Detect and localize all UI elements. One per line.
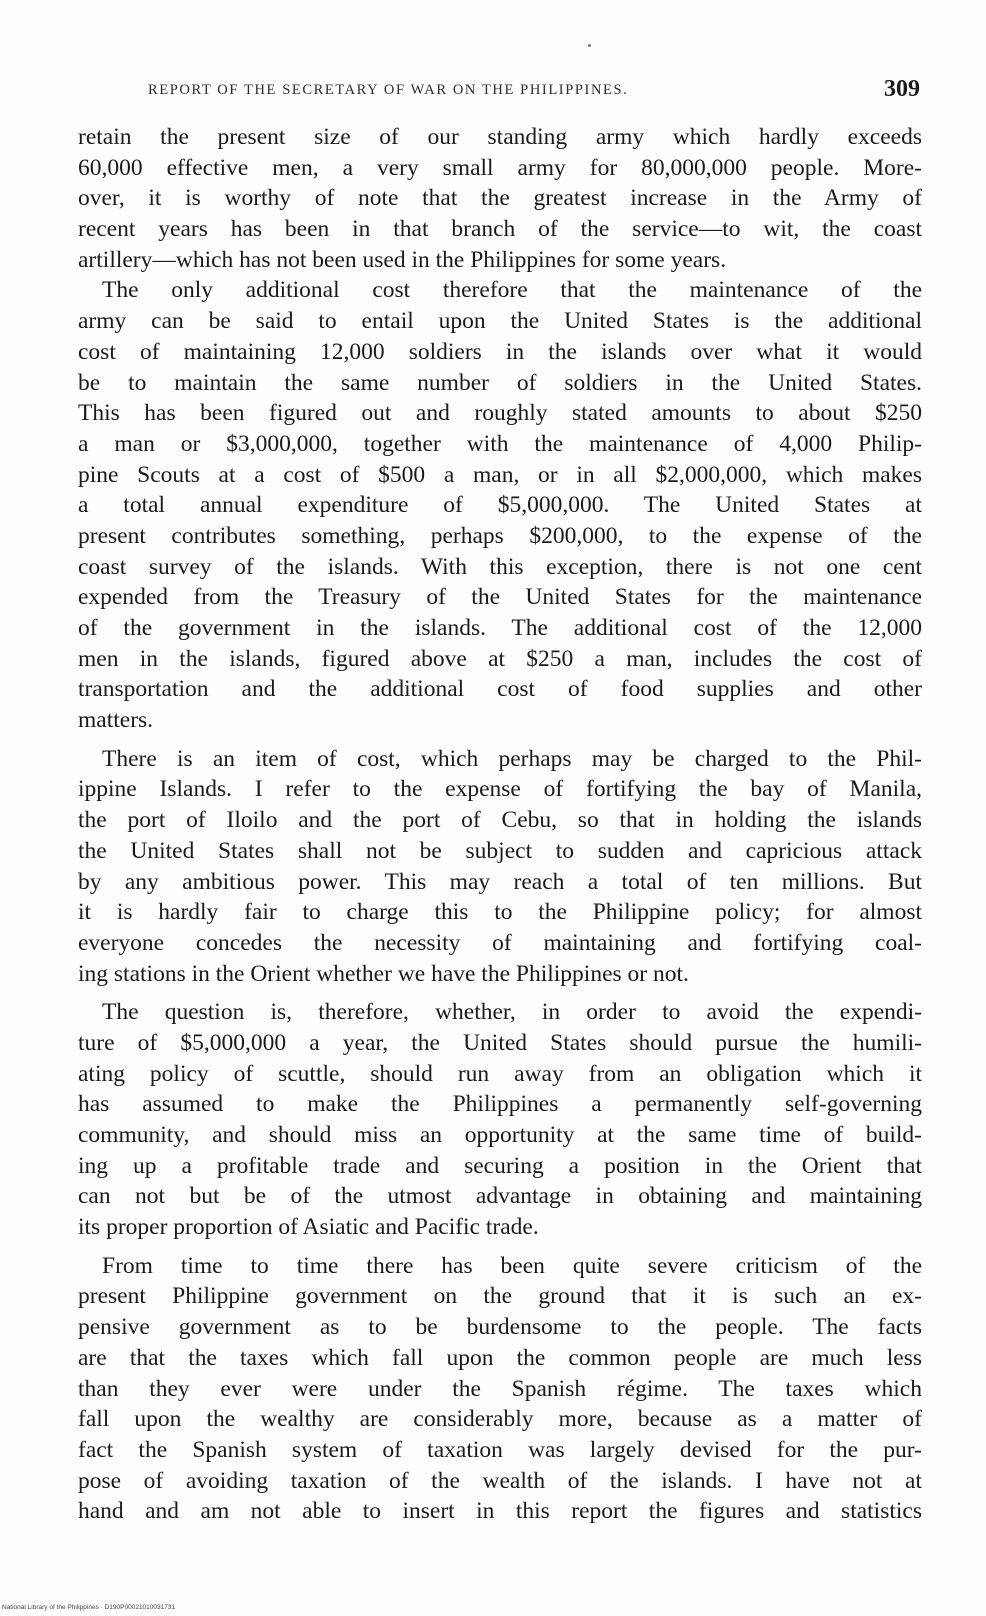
text-line: ing up a profitable trade and securing a position in the Orient that [78,1152,922,1179]
text-line: pine Scouts at a cost of $500 a man, or in all $2,000,000, which makes [78,461,922,488]
text-line: pensive government as to be burdensome to the people. The facts [78,1314,922,1341]
text-line: From time to time there has been quite severe criticism of the [102,1252,922,1279]
text-line: ing stations in the Orient whether we have the Philippines or not. [78,960,689,987]
text-line: the United States shall not be subject to sudden and capricious attack [78,837,922,864]
text-line: over, it is worthy of note that the greatest increase in the Army of [78,185,922,212]
text-line: recent years has been in that branch of the service—to wit, the coast [78,216,922,243]
paragraph-gap [78,1243,922,1251]
text-line: There is an item of cost, which perhaps may be charged to the Phil- [102,745,922,772]
text-line: everyone concedes the necessity of maintaining and fortifying coal- [78,929,922,956]
text-line: hand and am not able to insert in this report the figures and statistics [78,1498,922,1525]
text-line: present contributes something, perhaps $200,000, to the expense of the [78,522,922,549]
text-line: than they ever were under the Spanish régime. The taxes which [78,1375,922,1402]
text-line: army can be said to entail upon the United States is the additional [78,308,922,335]
text-line: matters. [78,707,154,734]
text-line: has assumed to make the Philippines a permanently self-governing [78,1091,922,1118]
text-line: pose of avoiding taxation of the wealth of the islands. I have not at [78,1467,922,1494]
page-number: 309 [884,76,920,102]
text-line: by any ambitious power. This may reach a total of ten millions. But [78,868,922,895]
text-line: The only additional cost therefore that the maintenance of the [102,277,922,304]
text-line: coast survey of the islands. With this exception, there is not one cent [78,553,922,580]
text-line: its proper proportion of Asiatic and Pacific trade. [78,1214,539,1241]
text-line: artillery—which has not been used in the Philippines for some years. [78,246,727,273]
text-line: community, and should miss an opportunity at the same time of build- [78,1122,922,1148]
text-line: can not but be of the utmost advantage in obtaining and maintaining [78,1183,922,1210]
paragraph-gap [78,736,922,744]
text-line: fall upon the wealthy are considerably more, because as a matter of [78,1406,922,1433]
text-line: This has been figured out and roughly stated amounts to about $250 [78,400,922,427]
text-line: The question is, therefore, whether, in order to avoid the expendi- [102,999,922,1026]
text-line: ating policy of scuttle, should run away from an obligation which it [78,1060,922,1087]
scan-speck [588,44,591,47]
text-line: cost of maintaining 12,000 soldiers in the islands over what it would [78,338,922,365]
text-line: it is hardly fair to charge this to the Philippine policy; for almost [78,899,922,926]
text-line: fact the Spanish system of taxation was largely devised for the pur- [78,1436,922,1463]
text-line: ture of $5,000,000 a year, the United States should pursue the humili- [78,1029,922,1056]
text-line: present Philippine government on the ground that it is such an ex- [78,1283,922,1310]
text-line: a total annual expenditure of $5,000,000. The United States at [78,492,922,519]
text-line: transportation and the additional cost of food supplies and other [78,676,922,703]
text-line: the port of Iloilo and the port of Cebu, so that in holding the islands [78,807,922,834]
text-line: be to maintain the same number of soldiers in the United States. [78,369,922,396]
text-line: men in the islands, figured above at $250 a man, includes the cost of [78,645,922,672]
text-line: a man or $3,000,000, together with the maintenance of 4,000 Philip- [78,430,922,457]
scan-credit: National Library of the Philippines · D190P00021010031731 [2,1604,176,1611]
text-line: 60,000 effective men, a very small army for 80,000,000 people. More- [78,154,922,181]
text-line: expended from the Treasury of the United States for the maintenance [78,584,922,611]
body-text [78,122,922,1527]
running-head [148,76,920,106]
text-line: are that the taxes which fall upon the common people are much less [78,1344,922,1371]
text-line: of the government in the islands. The additional cost of the 12,000 [78,615,922,641]
paragraph-gap [78,989,922,997]
running-title: REPORT OF THE SECRETARY OF WAR ON THE PHILIPPINES. [148,82,629,98]
text-line: ippine Islands. I refer to the expense of fortifying the bay of Manila, [78,776,922,803]
text-line: retain the present size of our standing army which hardly exceeds [78,124,922,150]
